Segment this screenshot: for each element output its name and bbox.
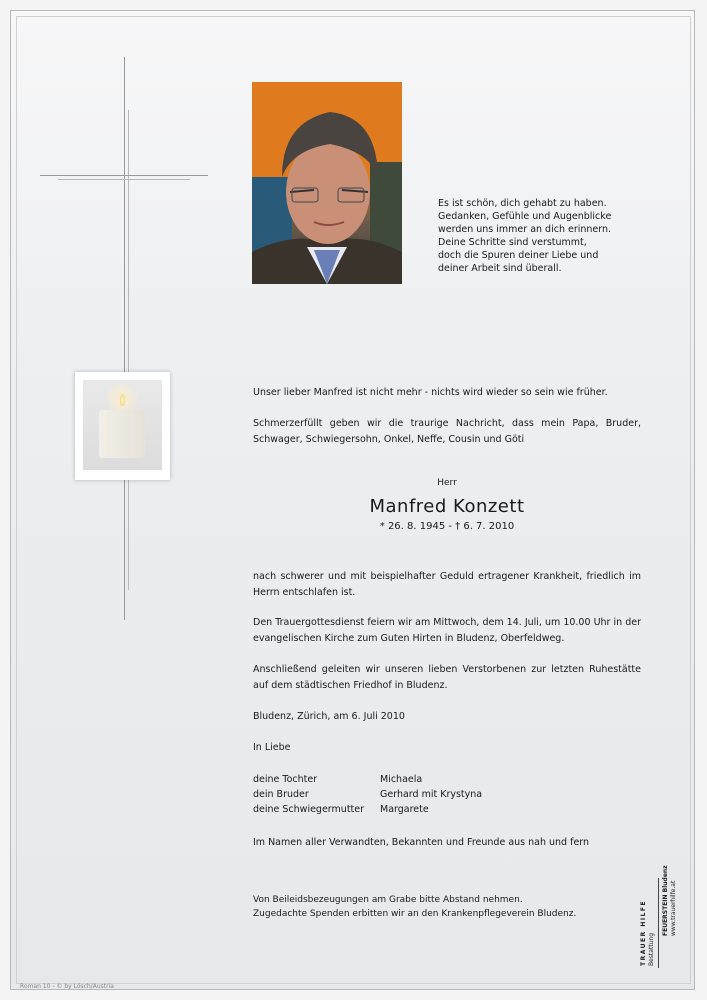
announcement-text: Schmerzerfüllt geben wir die traurige Nachricht, dass mein Papa, Bruder, Schwager, Schwiegersohn, Onkel, Neffe, Cousin und Göti [253,418,641,445]
footer-credit: Roman 10 - © by Lösch/Austria [20,983,114,990]
family-row [253,802,482,817]
cross-horizontal-line-2 [58,179,190,180]
family-row [253,787,482,802]
logo-brand: TRAUER HILFE [640,899,647,966]
funeral-home-logo [640,865,685,968]
poem-line: Deine Schritte sind verstummt, [438,237,587,248]
family-names: Gerhard mit Krystyna [380,789,483,800]
deceased-name: Manfred Konzett [369,496,525,517]
family-names: Michaela [380,774,423,785]
logo-web: www.trauerhilfe.at [670,880,677,936]
candle-image [75,372,170,480]
poem-line: Es ist schön, dich gehabt zu haben. [438,198,607,209]
service-text: Den Trauergottesdienst feiern wir am Mittwoch, dem 14. Juli, um 10.00 Uhr in der evangelischen Kirche zum Guten Hirten in Bludenz, Oberfeldweg. [253,617,641,644]
portrait-photo [252,82,402,284]
family-row [253,772,482,787]
poem-line: doch die Spuren deiner Liebe und [438,250,599,261]
family-names: Margarete [380,804,429,815]
intro-text: Unser lieber Manfred ist nicht mehr - nichts wird wieder so sein wie früher. [253,387,608,398]
logo-divider [658,878,659,968]
note-donations: Zugedachte Spenden erbitten wir an den Krankenpflegeverein Bludenz. [253,909,577,919]
relatives-text: Im Namen aller Verwandten, Bekannten und Freunde aus nah und fern [253,837,590,848]
family-list [253,772,482,817]
place-date: Bludenz, Zürich, am 6. Juli 2010 [253,711,405,722]
logo-company: FEUERSTEIN Bludenz [662,865,669,936]
cross-vertical-line [124,57,125,620]
family-relation: deine Schwiegermutter [253,804,365,815]
note-condolence: Von Beileidsbezeugungen am Grabe bitte Abstand nehmen. [253,895,523,905]
salutation: Herr [437,478,457,488]
memorial-poem [438,197,638,275]
life-dates: * 26. 8. 1945 - † 6. 7. 2010 [379,521,515,532]
cross-vertical-line-2 [128,110,129,590]
candle-flame-icon [120,394,125,406]
poem-line: deiner Arbeit sind überall. [438,263,562,274]
burial-text: Anschließend geleiten wir unseren lieben Verstorbenen zur letzten Ruhestätte auf dem städtischen Friedhof in Bludenz. [253,664,641,691]
family-relation: dein Bruder [253,789,309,800]
in-love-text: In Liebe [253,742,291,753]
logo-sub: Bestattung [648,932,655,966]
cross-horizontal-line [40,175,208,176]
family-relation: deine Tochter [253,774,318,785]
poem-line: Gedanken, Gefühle und Augenblicke [438,211,612,222]
death-text: nach schwerer und mit beispielhafter Geduld ertragener Krankheit, friedlich im Herrn entschlafen ist. [253,571,641,598]
poem-line: werden uns immer an dich erinnern. [438,224,612,235]
